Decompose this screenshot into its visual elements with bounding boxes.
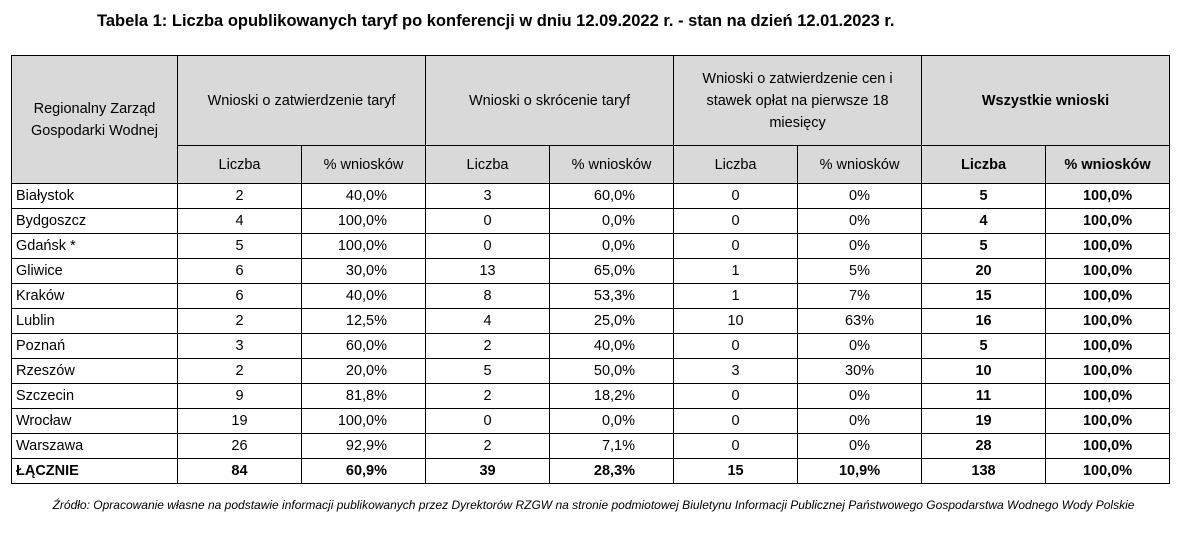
total-percent-cell: 100,0% <box>1046 209 1170 234</box>
count-cell: 0 <box>674 384 798 409</box>
percent-cell: 40,0% <box>550 334 674 359</box>
percent-cell: 12,5% <box>302 309 426 334</box>
total-label: ŁĄCZNIE <box>12 459 178 484</box>
total-percent-cell: 100,0% <box>1046 334 1170 359</box>
percent-cell: 30,0% <box>302 259 426 284</box>
count-cell: 4 <box>426 309 550 334</box>
total-percent-cell: 100,0% <box>1046 309 1170 334</box>
total-count-cell: 5 <box>922 184 1046 209</box>
percent-cell: 0,0% <box>550 409 674 434</box>
total-percent-cell: 100,0% <box>1046 384 1170 409</box>
total-count-cell: 15 <box>922 284 1046 309</box>
header-approval-tariffs: Wnioski o zatwierdzenie taryf <box>178 56 426 146</box>
count-cell: 0 <box>674 234 798 259</box>
count-cell: 19 <box>178 409 302 434</box>
region-cell: Lublin <box>12 309 178 334</box>
table-row <box>12 334 1170 359</box>
count-cell: 3 <box>674 359 798 384</box>
percent-cell: 60,0% <box>550 184 674 209</box>
percent-cell: 60,9% <box>302 459 426 484</box>
subheader-count: Liczba <box>922 146 1046 184</box>
count-cell: 0 <box>426 209 550 234</box>
count-cell: 1 <box>674 259 798 284</box>
percent-cell: 0% <box>798 334 922 359</box>
total-percent-cell: 100,0% <box>1046 359 1170 384</box>
percent-cell: 81,8% <box>302 384 426 409</box>
percent-cell: 0,0% <box>550 209 674 234</box>
subheader-percent: % wniosków <box>550 146 674 184</box>
region-cell: Gliwice <box>12 259 178 284</box>
table-row <box>12 234 1170 259</box>
header-shorten-tariffs: Wnioski o skrócenie taryf <box>426 56 674 146</box>
region-cell: Szczecin <box>12 384 178 409</box>
total-count-cell: 5 <box>922 334 1046 359</box>
count-cell: 0 <box>426 409 550 434</box>
table-row <box>12 434 1170 459</box>
percent-cell: 65,0% <box>550 259 674 284</box>
total-count-cell: 28 <box>922 434 1046 459</box>
count-cell: 3 <box>426 184 550 209</box>
subheader-count: Liczba <box>178 146 302 184</box>
count-cell: 2 <box>426 384 550 409</box>
count-cell: 0 <box>426 234 550 259</box>
table-row <box>12 184 1170 209</box>
percent-cell: 100,0% <box>302 234 426 259</box>
table-title: Tabela 1: Liczba opublikowanych taryf po konferencji w dniu 12.09.2022 r. - stan na dzień 12.01.2023 r. <box>97 12 895 30</box>
count-cell: 13 <box>426 259 550 284</box>
count-cell: 8 <box>426 284 550 309</box>
total-count-cell: 20 <box>922 259 1046 284</box>
count-cell: 2 <box>178 359 302 384</box>
header-region: Regionalny Zarząd Gospodarki Wodnej <box>12 56 178 184</box>
count-cell: 2 <box>426 434 550 459</box>
percent-cell: 60,0% <box>302 334 426 359</box>
region-cell: Kraków <box>12 284 178 309</box>
percent-cell: 40,0% <box>302 284 426 309</box>
total-count-cell: 138 <box>922 459 1046 484</box>
header-18-months: Wnioski o zatwierdzenie cen i stawek opłat na pierwsze 18 miesięcy <box>674 56 922 146</box>
region-cell: Bydgoszcz <box>12 209 178 234</box>
percent-cell: 20,0% <box>302 359 426 384</box>
total-count-cell: 11 <box>922 384 1046 409</box>
source-note: Źródło: Opracowanie własne na podstawie informacji publikowanych przez Dyrektorów RZGW na stronie podmiotowej Biuletynu Informacji Publicznej Państwowego Gospodarstwa Wodnego Wody Polskie <box>52 498 1135 512</box>
total-percent-cell: 100,0% <box>1046 234 1170 259</box>
count-cell: 5 <box>426 359 550 384</box>
count-cell: 26 <box>178 434 302 459</box>
region-cell: Poznań <box>12 334 178 359</box>
count-cell: 0 <box>674 209 798 234</box>
count-cell: 5 <box>178 234 302 259</box>
table-row <box>12 284 1170 309</box>
percent-cell: 7,1% <box>550 434 674 459</box>
percent-cell: 0% <box>798 409 922 434</box>
subheader-percent: % wniosków <box>1046 146 1170 184</box>
total-count-cell: 16 <box>922 309 1046 334</box>
count-cell: 84 <box>178 459 302 484</box>
percent-cell: 100,0% <box>302 409 426 434</box>
percent-cell: 18,2% <box>550 384 674 409</box>
percent-cell: 7% <box>798 284 922 309</box>
count-cell: 3 <box>178 334 302 359</box>
percent-cell: 0% <box>798 184 922 209</box>
count-cell: 2 <box>426 334 550 359</box>
count-cell: 0 <box>674 334 798 359</box>
count-cell: 15 <box>674 459 798 484</box>
table-row <box>12 384 1170 409</box>
count-cell: 2 <box>178 184 302 209</box>
total-percent-cell: 100,0% <box>1046 409 1170 434</box>
percent-cell: 63% <box>798 309 922 334</box>
percent-cell: 5% <box>798 259 922 284</box>
region-cell: Gdańsk * <box>12 234 178 259</box>
table-row <box>12 359 1170 384</box>
subheader-count: Liczba <box>674 146 798 184</box>
count-cell: 6 <box>178 259 302 284</box>
count-cell: 2 <box>178 309 302 334</box>
percent-cell: 0% <box>798 209 922 234</box>
percent-cell: 0% <box>798 434 922 459</box>
percent-cell: 10,9% <box>798 459 922 484</box>
region-cell: Wrocław <box>12 409 178 434</box>
count-cell: 9 <box>178 384 302 409</box>
percent-cell: 25,0% <box>550 309 674 334</box>
table-row <box>12 309 1170 334</box>
table-row <box>12 409 1170 434</box>
percent-cell: 0% <box>798 384 922 409</box>
tariffs-table <box>11 55 1170 484</box>
subheader-count: Liczba <box>426 146 550 184</box>
total-count-cell: 4 <box>922 209 1046 234</box>
header-all-applications: Wszystkie wnioski <box>922 56 1170 146</box>
percent-cell: 100,0% <box>302 209 426 234</box>
count-cell: 10 <box>674 309 798 334</box>
total-percent-cell: 100,0% <box>1046 434 1170 459</box>
percent-cell: 53,3% <box>550 284 674 309</box>
total-count-cell: 19 <box>922 409 1046 434</box>
table-row <box>12 209 1170 234</box>
total-percent-cell: 100,0% <box>1046 284 1170 309</box>
percent-cell: 92,9% <box>302 434 426 459</box>
count-cell: 0 <box>674 184 798 209</box>
percent-cell: 0% <box>798 234 922 259</box>
region-cell: Białystok <box>12 184 178 209</box>
count-cell: 1 <box>674 284 798 309</box>
total-percent-cell: 100,0% <box>1046 459 1170 484</box>
percent-cell: 0,0% <box>550 234 674 259</box>
total-count-cell: 5 <box>922 234 1046 259</box>
count-cell: 4 <box>178 209 302 234</box>
table-row <box>12 259 1170 284</box>
percent-cell: 50,0% <box>550 359 674 384</box>
total-percent-cell: 100,0% <box>1046 184 1170 209</box>
percent-cell: 30% <box>798 359 922 384</box>
count-cell: 39 <box>426 459 550 484</box>
count-cell: 0 <box>674 434 798 459</box>
total-count-cell: 10 <box>922 359 1046 384</box>
total-percent-cell: 100,0% <box>1046 259 1170 284</box>
region-cell: Rzeszów <box>12 359 178 384</box>
subheader-percent: % wniosków <box>798 146 922 184</box>
subheader-percent: % wniosków <box>302 146 426 184</box>
percent-cell: 40,0% <box>302 184 426 209</box>
percent-cell: 28,3% <box>550 459 674 484</box>
region-cell: Warszawa <box>12 434 178 459</box>
total-row <box>12 459 1170 484</box>
count-cell: 0 <box>674 409 798 434</box>
count-cell: 6 <box>178 284 302 309</box>
